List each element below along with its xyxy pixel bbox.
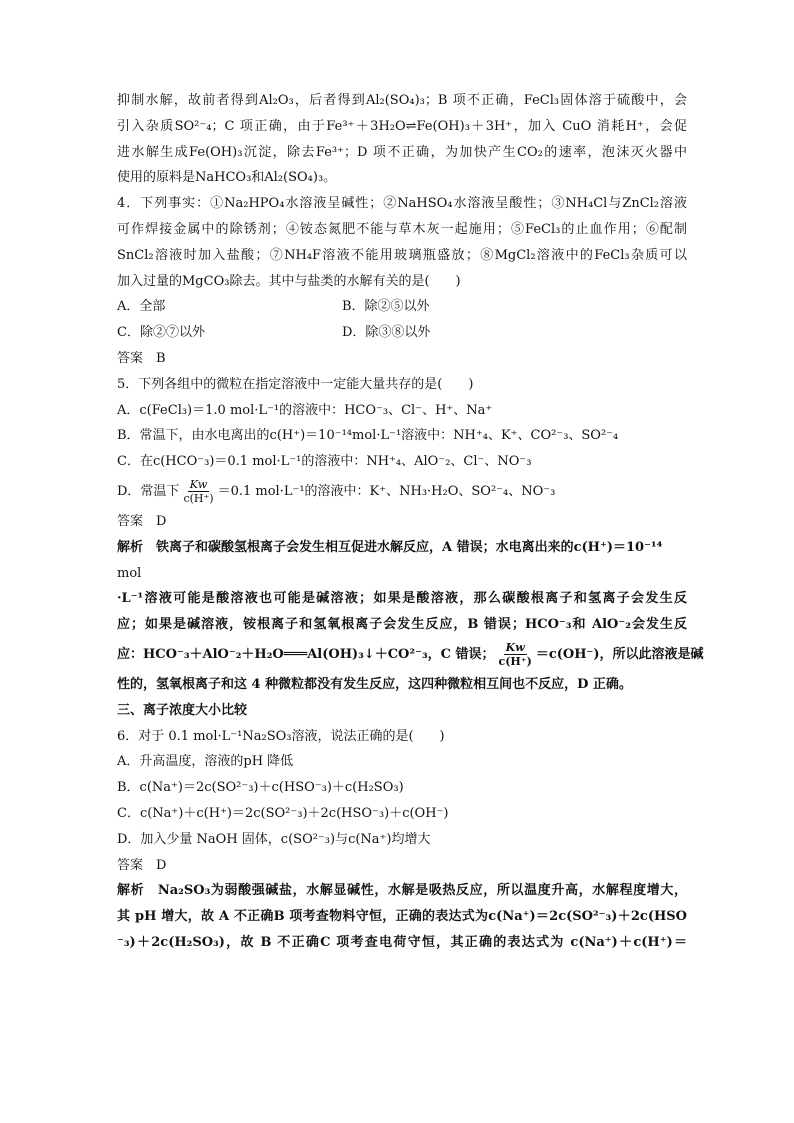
option-c: C．c(Na⁺)＋c(H⁺)＝2c(SO²⁻₃)＋2c(HSO⁻₃)＋c(OH⁻): [117, 805, 449, 821]
text-line: 使用的原料是NaHCO₃和Al₂(SO₄)₃。: [117, 170, 337, 186]
fraction-numerator: Kw: [189, 477, 208, 491]
question-5-stem: 5．下列各组中的微粒在指定溶液中一定能大量共存的是( ): [117, 376, 474, 392]
option-d: D．除③⑧以外: [342, 325, 431, 341]
option-a: A．升高温度，溶液的pH 降低: [117, 754, 294, 770]
option-d: D．加入少量 NaOH 固体，c(SO²⁻₃)与c(Na⁺)均增大: [117, 831, 431, 847]
explanation-6: 其 pH 增大，故 A 不正确B 项考查物料守恒，正确的表达式为c(Na⁺)＝2c(SO²⁻₃)＋2c(HSO: [117, 909, 687, 925]
answer-4: 答案 B: [117, 350, 166, 366]
section-heading: 三、离子浓度大小比较: [117, 702, 248, 718]
explanation-5: mol: [117, 565, 142, 581]
explanation-suffix: ＝c(OH⁻)，所以此溶液是碱: [535, 646, 704, 662]
explanation-5: 性的，氢氧根离子和这 4 种微粒都没有发生反应，这四种微粒相互间也不反应，D 正确。: [117, 676, 632, 692]
option-d: [117, 475, 687, 509]
text-line: 抑制水解，故前者得到Al₂O₃，后者得到Al₂(SO₄)₃；B 项不正确，FeCl₃固体溶于硫酸中，会: [117, 93, 687, 108]
option-c: C．除②⑦以外: [117, 325, 205, 341]
question-4-options-row: [117, 320, 687, 346]
option-a: A．c(FeCl₃)＝1.0 mol·L⁻¹的溶液中：HCO⁻₃、Cl⁻、H⁺、Na⁺: [117, 402, 493, 418]
fraction-denominator: c(H⁺): [498, 654, 532, 668]
option-b: B．除②⑤以外: [342, 299, 430, 315]
fraction-numerator: Kw: [505, 640, 525, 654]
text-line: 进水解生成Fe(OH)₃沉淀，除去Fe³⁺；D 项不正确，为加快产生CO₂的速率，泡沫灭火器中: [117, 144, 687, 160]
explanation-5: ·L⁻¹溶液可能是酸溶液也可能是碱溶液；如果是酸溶液，那么碳酸根离子和氢离子会发生反: [117, 591, 687, 607]
explanation-5: 解析 铁离子和碳酸氢根离子会发生相互促进水解反应，A 错误；水电离出来的c(H⁺)＝10⁻¹⁴: [117, 539, 663, 555]
explanation-6: ⁻₃)＋2c(H₂SO₃)，故 B 不正确C 项考查电荷守恒，其正确的表达式为 c(Na⁺)＋c(H⁺)＝: [117, 934, 687, 950]
document-page: [117, 88, 704, 956]
question-4-stem: 4．下列事实：①Na₂HPO₄水溶液呈碱性；②NaHSO₄水溶液呈酸性；③NH₄Cl与ZnCl₂溶液: [117, 196, 687, 212]
explanation-prefix: 应：HCO⁻₃＋AlO⁻₂＋H₂O═══Al(OH)₃↓＋CO²⁻₃，C 错误；: [117, 646, 495, 662]
question-4-stem: 加入过量的MgCO₃除去。其中与盐类的水解有关的是( ): [117, 273, 461, 289]
text-line: 引入杂质SO²⁻₄；C 项正确，由于Fe³⁺＋3H₂O⇌Fe(OH)₃＋3H⁺，加入 CuO 消耗H⁺，会促: [117, 118, 687, 134]
fraction: [497, 641, 534, 668]
answer-5: 答案 D: [117, 513, 167, 529]
question-4-options-row: [117, 294, 687, 320]
explanation-5: [117, 638, 704, 672]
fraction: [181, 478, 215, 505]
option-b: B．常温下，由水电离出的c(H⁺)＝10⁻¹⁴mol·L⁻¹溶液中：NH⁺₄、K⁺、CO²⁻₃、SO²⁻₄: [117, 428, 619, 444]
answer-6: 答案 D: [117, 857, 167, 873]
question-4-stem: SnCl₂溶液时加入盐酸；⑦NH₄F溶液不能用玻璃瓶盛放；⑧MgCl₂溶液中的FeCl₃杂质可以: [117, 247, 687, 263]
option-d-suffix: ＝0.1 mol·L⁻¹的溶液中：K⁺、NH₃·H₂O、SO²⁻₄、NO⁻₃: [217, 483, 556, 499]
fraction-denominator: c(H⁺): [183, 491, 214, 505]
explanation-5: 应；如果是碱溶液，铵根离子和氢氧根离子会发生反应，B 错误；HCO⁻₃和 AlO⁻₂会发生反: [117, 617, 687, 633]
option-d-prefix: D．常温下: [117, 483, 180, 499]
option-c: C．在c(HCO⁻₃)＝0.1 mol·L⁻¹的溶液中：NH⁺₄、AlO⁻₂、Cl⁻、NO⁻₃: [117, 454, 532, 470]
question-4-stem: 可作焊接金属中的除锈剂；④铵态氮肥不能与草木灰一起施用；⑤FeCl₃的止血作用；⑥配制: [117, 221, 687, 237]
explanation-6: 解析 Na₂SO₃为弱酸强碱盐，水解显碱性，水解是吸热反应，所以温度升高，水解程度增大，: [117, 883, 687, 899]
option-b: B．c(Na⁺)＝2c(SO²⁻₃)＋c(HSO⁻₃)＋c(H₂SO₃): [117, 780, 404, 796]
question-6-stem: 6．对于 0.1 mol·L⁻¹Na₂SO₃溶液，说法正确的是( ): [117, 728, 445, 744]
option-a: A．全部: [117, 299, 166, 315]
